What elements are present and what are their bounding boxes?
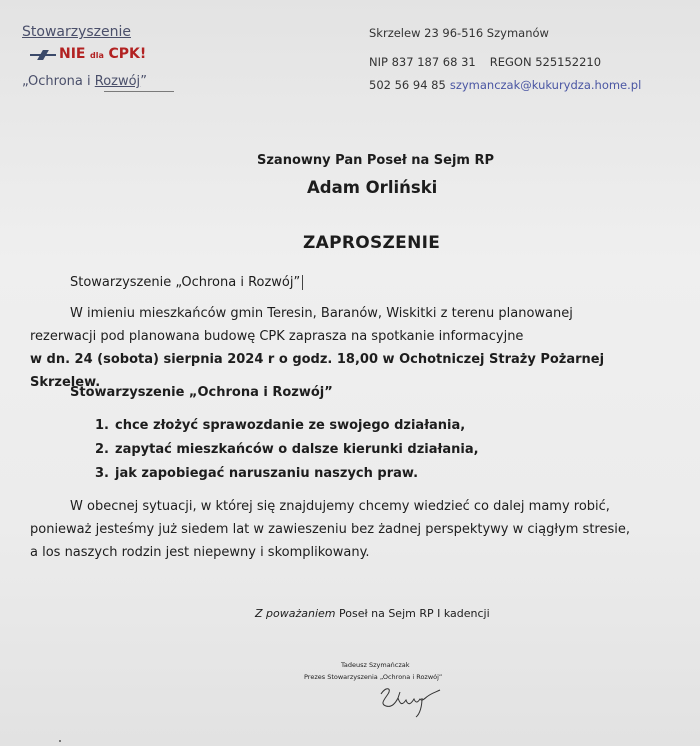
paragraph-invitation: W imieniu mieszkańców gmin Teresin, Baranów, Wiskitki z terenu planowanej rezerwacji pod planowana budowę CPK zaprasza na spotkanie informacyjne w dn. 24 (sobota) sierpnia 2024 r o godz. 18,00 w Ochotniczej Straży Pożarnej Skrzelew.: [30, 306, 605, 390]
list-item: 3. jak zapobiegać naruszaniu naszych praw.: [95, 466, 419, 481]
document-title: ZAPROSZENIE: [303, 233, 441, 253]
greeting: Stowarzyszenie „Ochrona i Rozwój”: [70, 275, 303, 290]
text-cursor: [302, 275, 303, 290]
closing: Z poważaniem Poseł na Sejm RP I kadencji: [255, 607, 490, 620]
list-item: 1. chce złożyć sprawozdanie ze swojego działania,: [95, 418, 466, 433]
regon: REGON 525152210: [489, 55, 602, 69]
header-divider: [104, 91, 174, 92]
org-motto: „Ochrona i Rozwój”: [22, 74, 147, 89]
org-slogan-logo: NIE dla CPK!: [30, 46, 146, 62]
association-heading: Stowarzyszenie „Ochrona i Rozwój”: [70, 385, 333, 400]
org-name: Stowarzyszenie: [22, 24, 131, 40]
signatory-name: Tadeusz Szymańczak: [341, 661, 410, 669]
airplane-icon: [30, 54, 56, 56]
nip: NIP 837 187 68 31: [369, 55, 476, 69]
org-ids: [369, 55, 601, 69]
phone: 502 56 94 85: [369, 78, 446, 92]
addressee-name: Adam Orliński: [307, 178, 438, 197]
org-contact: [369, 78, 641, 92]
handwritten-signature: [378, 684, 448, 718]
signatory-role: Prezes Stowarzyszenia „Ochrona i Rozwój”: [304, 673, 443, 681]
scan-speck: [59, 740, 61, 742]
paragraph-situation: W obecnej sytuacji, w której się znajdujemy chcemy wiedzieć co dalej mamy robić, ponieważ jesteśmy już siedem lat w zawieszeniu bez żadnej perspektywy w ciągłym stresie, a los naszych rodzin jest niepewny i skomplikowany.: [30, 499, 630, 560]
org-address: Skrzelew 23 96-516 Szymanów: [369, 26, 549, 40]
agenda-list: [95, 414, 479, 486]
email-link[interactable]: szymanczak@kukurydza.home.pl: [449, 78, 642, 92]
list-item: 2. zapytać mieszkańców o dalsze kierunki działania,: [95, 442, 479, 457]
addressee: Szanowny Pan Poseł na Sejm RP: [257, 153, 495, 168]
